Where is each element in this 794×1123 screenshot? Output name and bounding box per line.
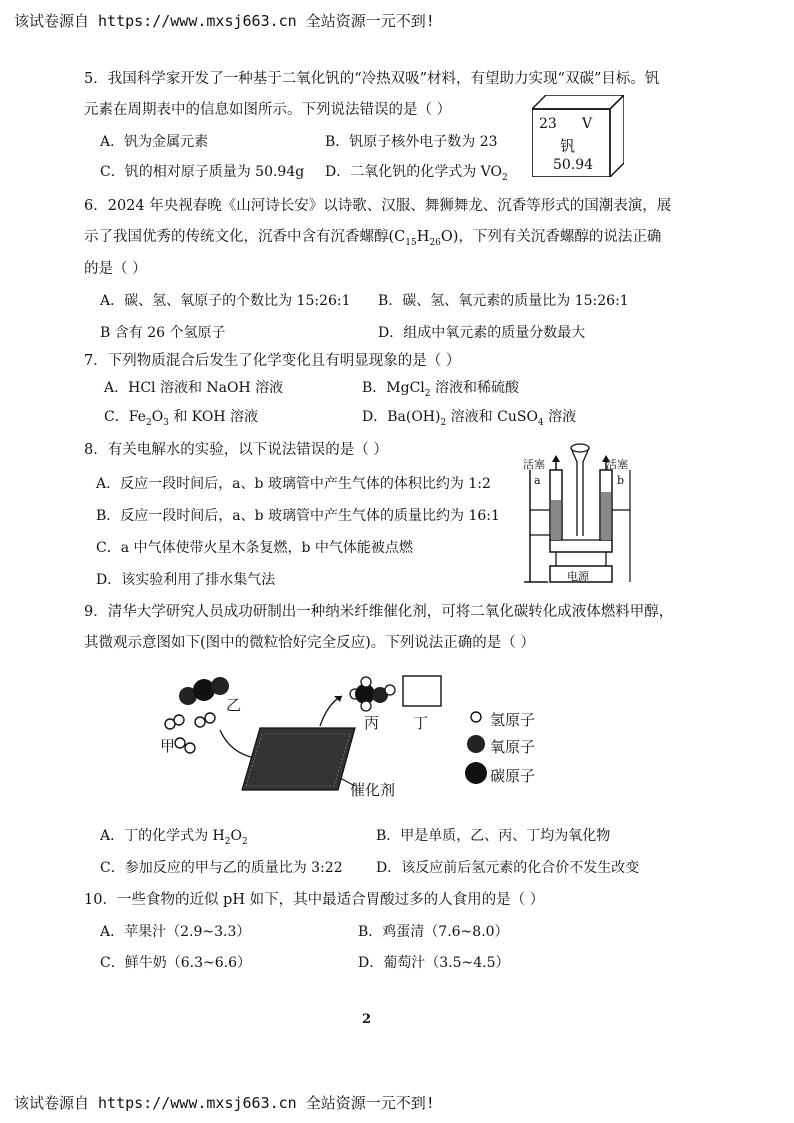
q5-stem-line2: 元素在周期表中的信息如图所示。下列说法错误的是（ ） (84, 102, 452, 118)
element-symbol: V (582, 116, 593, 132)
header-watermark: 该试卷源自 https://www.mxsj663.cn 全站资源一元不到! (14, 12, 435, 30)
q9-stem-line1: 9．清华大学研究人员成功研制出一种纳米纤维催化剂，可将二氧化碳转化成液体燃料甲醇， (84, 604, 674, 620)
q9-stem-line2: 其微观示意图如下(图中的微粒恰好完全反应)。下列说法正确的是（ ） (84, 635, 535, 651)
q7-option-b: B．MgCl$_2$ 溶液和稀硫酸 (362, 380, 519, 399)
q7-option-d: D．$Ba(OH)_2$ 溶液和 CuSO$_4$ 溶液 (362, 409, 577, 428)
legend-oxygen: 氧原子 (490, 738, 536, 756)
q6-option-c: B 含有 26 个氢原子 (100, 325, 226, 341)
q6-option-a: A．碳、氢、氧原子的个数比为 15:26:1 (100, 293, 351, 309)
q6-option-d: D．组成中氧元素的质量分数最大 (378, 325, 586, 341)
label-jia: 甲 (160, 737, 176, 755)
q5-option-d: D．二氧化钒的化学式为 $VO_2$ (325, 164, 508, 183)
q7-option-c: C．$Fe_2O_3$ 和 KOH 溶液 (104, 409, 259, 428)
power-supply-label: 电源 (567, 570, 589, 583)
legend-hydrogen: 氢原子 (490, 711, 536, 729)
q10-option-c: C．鲜牛奶（6.3~6.6） (100, 955, 251, 971)
q8-option-d: D．该实验利用了排水集气法 (96, 572, 276, 588)
q10-option-b: B．鸡蛋清（7.6~8.0） (358, 924, 509, 940)
q5-stem-line1: 5．我国科学家开发了一种基于二氧化钒的“冷热双吸”材料，有望助力实现“双碳”目标。钒 (84, 71, 660, 87)
q10-stem: 10．一些食物的近似 pH 如下，其中最适合胃酸过多的人食用的是（ ） (84, 892, 545, 908)
q6-stem-line2: 示了我国优秀的传统文化，沉香中含有沉香螺醇$(C_{15}H_{26}O)$，下列有关沉香螺醇的说法正确 (84, 229, 662, 248)
label-yi: 乙 (226, 696, 242, 714)
q7-stem: 7．下列物质混合后发生了化学变化且有明显现象的是（ ） (84, 353, 461, 369)
label-bing: 丙 (364, 714, 380, 732)
q10-option-a: A．苹果汁（2.9~3.3） (100, 924, 251, 940)
tube-a-label: a (534, 474, 541, 487)
element-atomic-mass: 50.94 (553, 157, 594, 173)
q8-option-b: B．反应一段时间后，a、b 玻璃管中产生气体的质量比约为 16:1 (96, 508, 500, 524)
q9-option-d: D．该反应前后氢元素的化合价不发生改变 (376, 860, 640, 876)
q6-stem-line1: 6．2024 年央视春晚《山河诗长安》以诗歌、汉服、舞狮舞龙、沉香等形式的国潮表演，展 (84, 198, 672, 214)
q6-option-b: B．碳、氢、氧元素的质量比为 15:26:1 (378, 293, 629, 309)
valve-left-label: 活塞 (523, 458, 545, 471)
valve-right-label: 活塞 (606, 458, 628, 471)
q8-option-a: A．反应一段时间后，a、b 玻璃管中产生气体的体积比约为 1:2 (96, 476, 491, 492)
q9-option-b: B．甲是单质，乙、丙、丁均为氧化物 (376, 828, 611, 844)
q6-stem-line3: 的是（ ） (84, 261, 147, 277)
element-atomic-number: 23 (539, 116, 557, 132)
q7-option-a: A．HCl 溶液和 NaOH 溶液 (104, 380, 284, 396)
page-number: 2 (362, 1012, 372, 1027)
q10-option-d: D．葡萄汁（3.5~4.5） (358, 955, 510, 971)
tube-b-label: b (617, 474, 625, 487)
legend-carbon: 碳原子 (490, 767, 536, 785)
q8-stem: 8．有关电解水的实验，以下说法错误的是（ ） (84, 442, 388, 458)
footer-watermark: 该试卷源自 https://www.mxsj663.cn 全站资源一元不到! (14, 1094, 435, 1112)
element-name: 钒 (560, 137, 576, 155)
q9-option-a: A．丁的化学式为 $H_2O_2$ (100, 828, 248, 847)
q5-option-a: A．钒为金属元素 (100, 134, 209, 150)
label-catalyst: 催化剂 (350, 781, 396, 799)
q8-option-c: C．a 中气体使带火星木条复燃，b 中气体能被点燃 (96, 540, 413, 556)
q5-option-b: B．钒原子核外电子数为 23 (325, 134, 498, 150)
label-ding: 丁 (413, 714, 429, 732)
q5-option-c: C．钒的相对原子质量为 50.94g (100, 164, 305, 180)
q9-option-c: C．参加反应的甲与乙的质量比为 3:22 (100, 860, 343, 876)
